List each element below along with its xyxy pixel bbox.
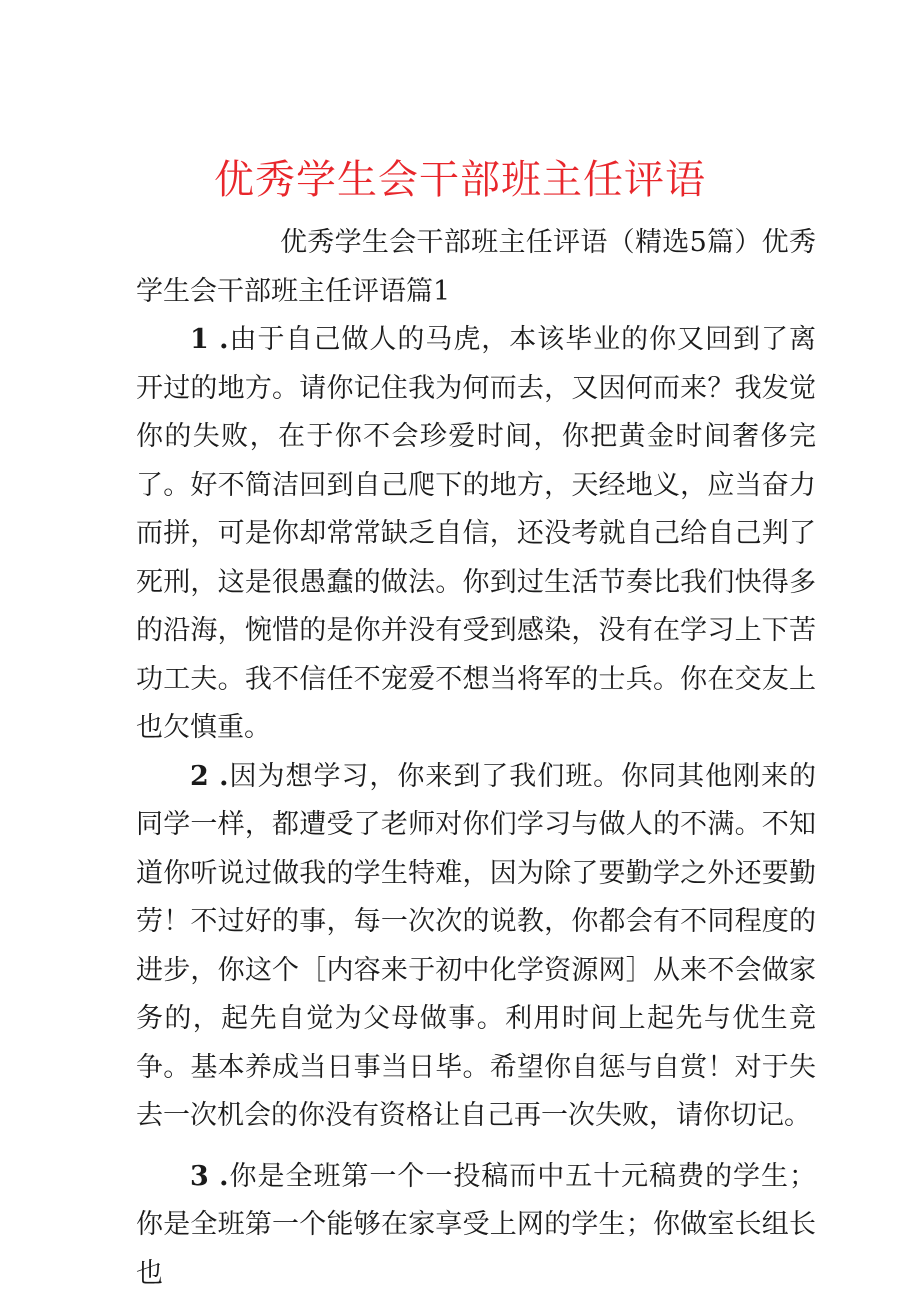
document-body xyxy=(136,219,816,1298)
comment-paragraph-3 xyxy=(136,1153,816,1299)
comment-paragraph-2 xyxy=(136,753,816,1141)
intro-paragraph: 优秀学生会干部班主任评语（精选5篇）优秀学生会干部班主任评语篇1 xyxy=(136,227,816,307)
item-number: 1 . xyxy=(190,324,229,355)
item-number: 2 . xyxy=(190,760,229,792)
item-text: 由于自己做人的马虎，本该毕业的你又回到了离开过的地方。请你记住我为何而去，又因何而来？我发觉你的失败，在于你不会珍爱时间，你把黄金时间奢侈完了。好不简洁回到自己爬下的地方，天经地义，应当奋力而拼，可是你却常常缺乏自信，还没考就自己给自己判了死刑，这是很愚蠢的做法。你到过生活节奏比我们快得多的沿海，惋惜的是你并没有受到感染，没有在学习上下苦功工夫。我不信任不宠爱不想当将军的士兵。你在交友上也欠慎重。 xyxy=(136,324,816,743)
item-number: 3 . xyxy=(190,1160,229,1192)
document-title: 优秀学生会干部班主任评语 xyxy=(214,157,706,203)
item-text: 你是全班第一个一投稿而中五十元稿费的学生；你是全班第一个能够在家享受上网的学生；你做室长组长也 xyxy=(136,1160,816,1289)
item-text: 因为想学习，你来到了我们班。你同其他刚来的同学一样，都遭受了老师对你们学习与做人的不满。不知道你听说过做我的学生特难，因为除了要勤学之外还要勤劳！不过好的事，每一次次的说教，你都会有不同程度的进步，你这个［内容来于初中化学资源网］从来不会做家务的，起先自觉为父母做事。利用时间上起先与优生竞争。基本养成当日事当日毕。希望你自惩与自赏！对于失去一次机会的你没有资格让自己再一次失败，请你切记。 xyxy=(136,760,816,1131)
comment-paragraph-1 xyxy=(136,316,816,753)
